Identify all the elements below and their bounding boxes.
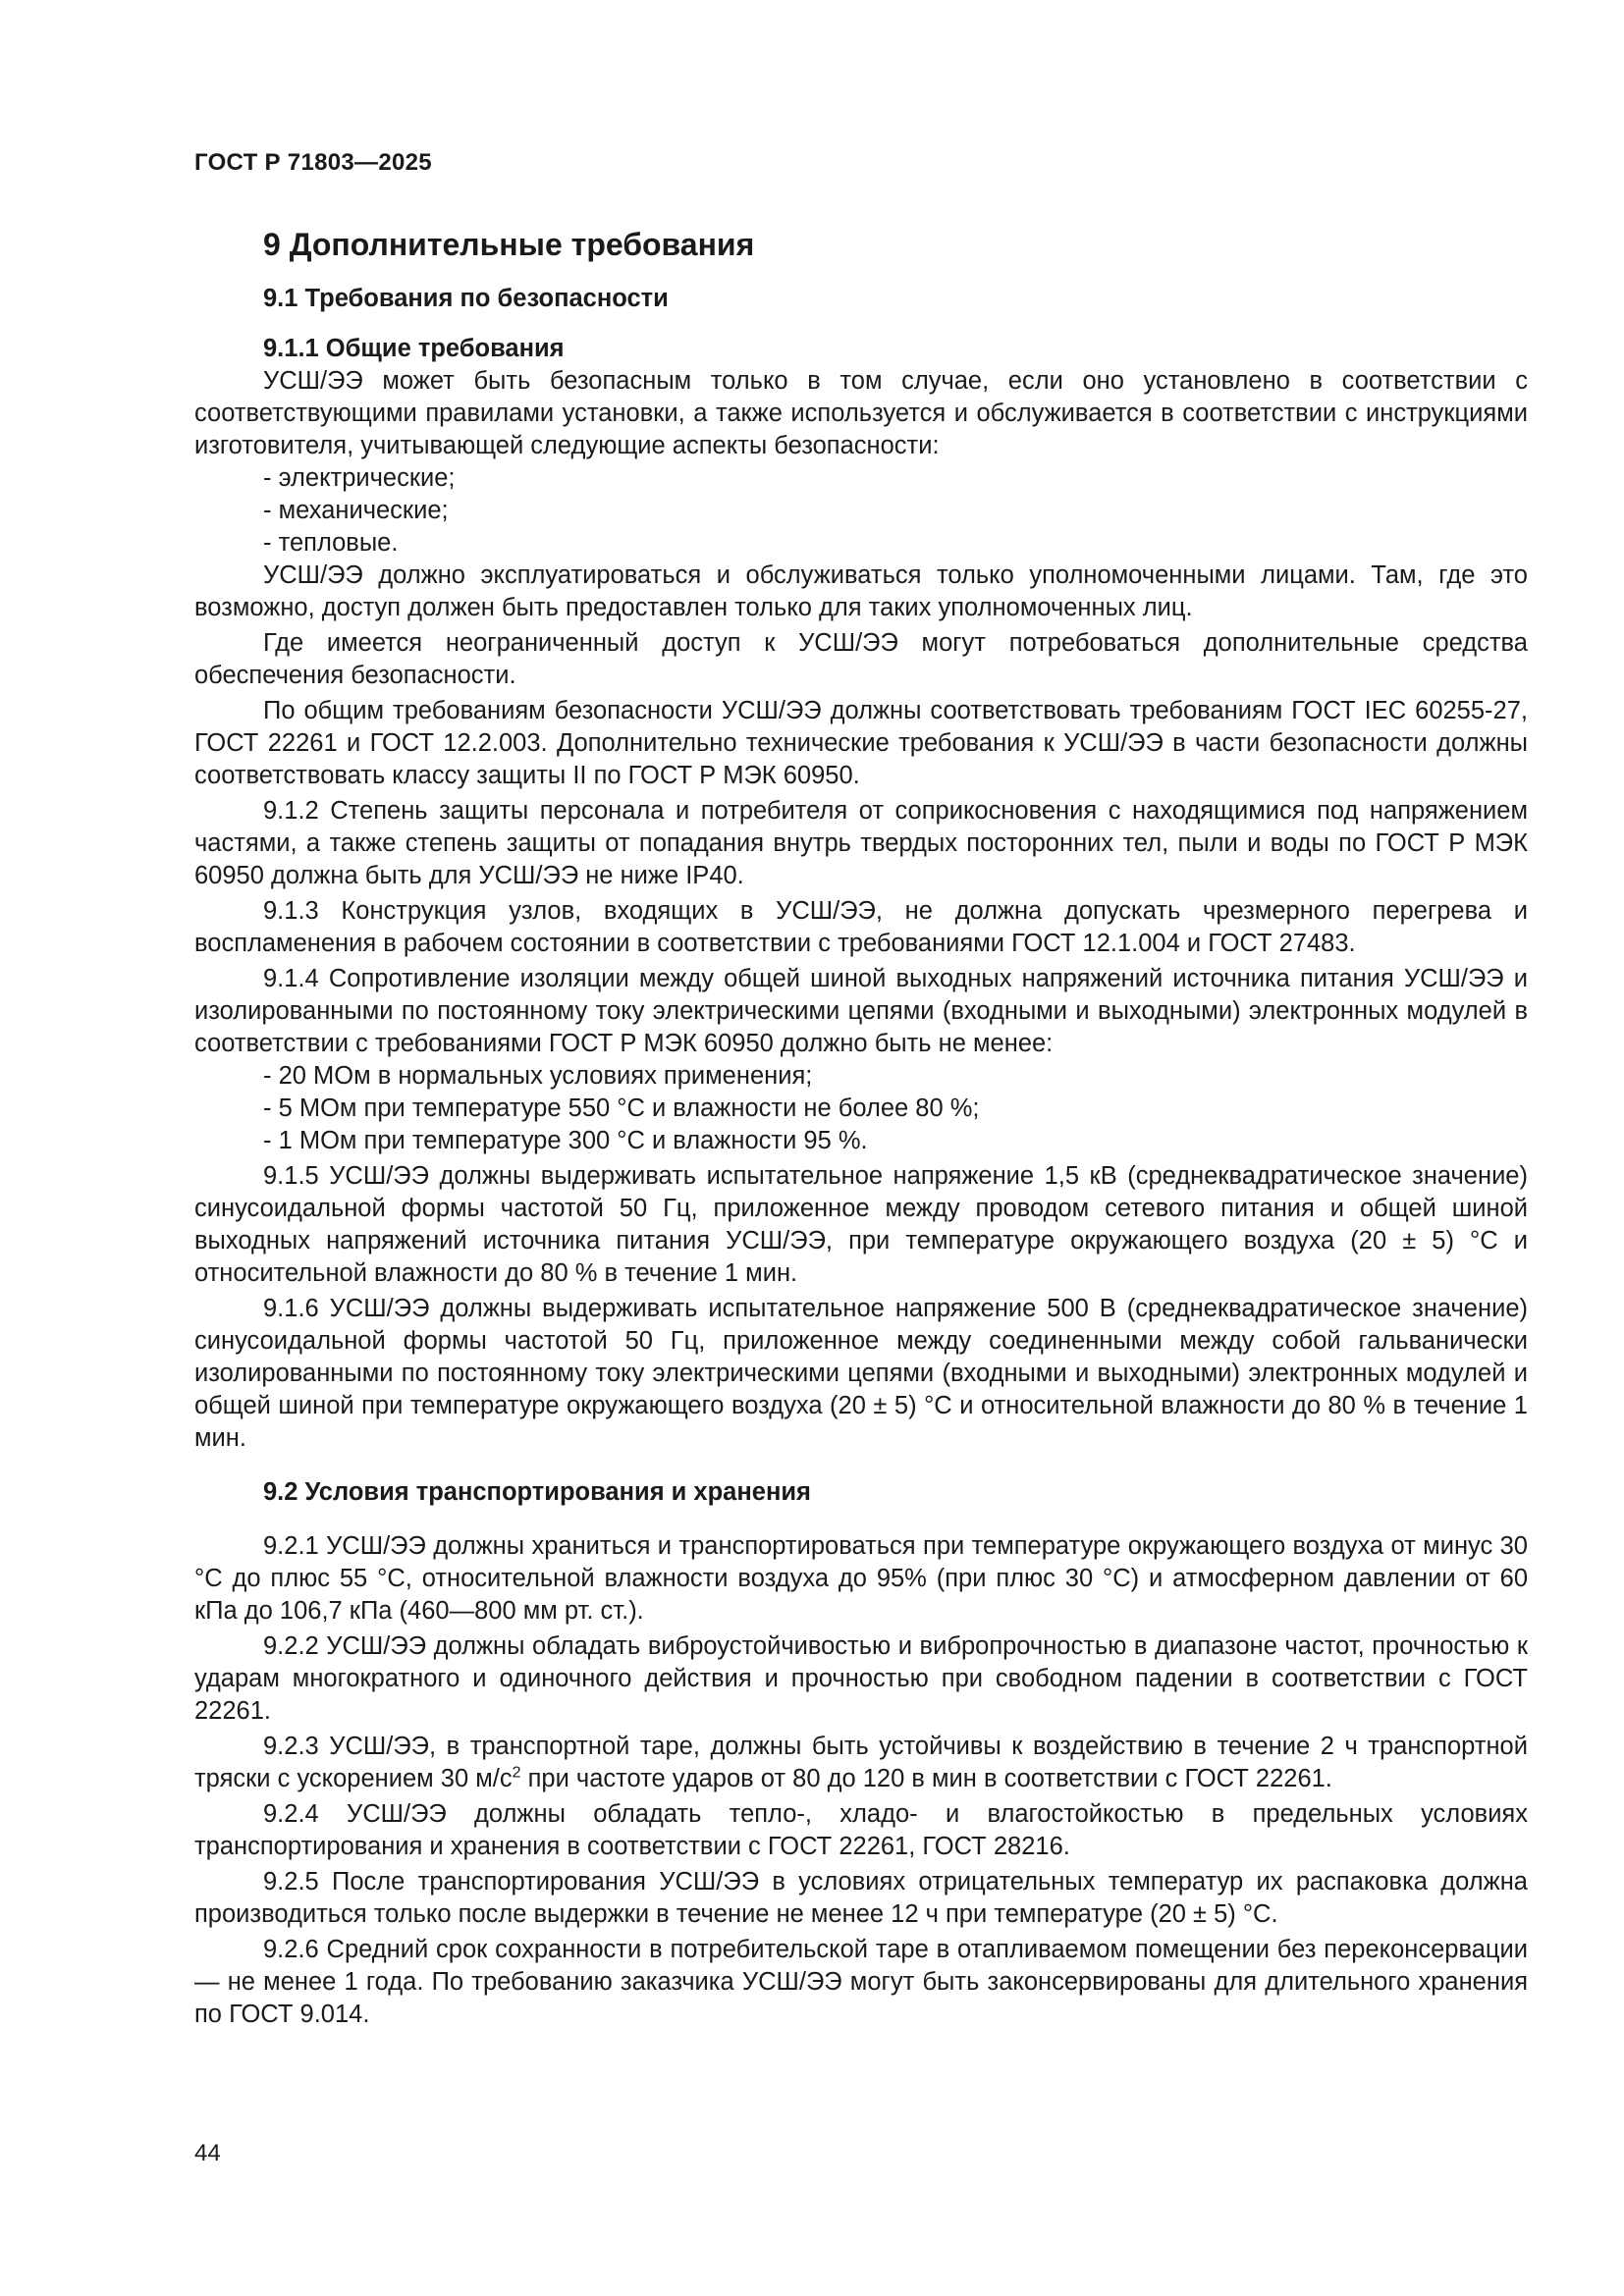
section-title: 9 Дополнительные требования: [263, 227, 755, 262]
list-item: - 1 МОм при температуре 300 °С и влажности 95 %.: [263, 1127, 868, 1154]
document-code: ГОСТ Р 71803—2025: [194, 149, 432, 176]
paragraph-9-1-3: 9.1.3 Конструкция узлов, входящих в УСШ/ЭЭ, не должна допускать чрезмерного перегрева и воспламенения в рабочем состоянии в соответствии с требованиями ГОСТ 12.1.004 и ГОСТ 27483.: [194, 897, 1528, 957]
paragraph-9-2-4: 9.2.4 УСШ/ЭЭ должны обладать тепло-, хладо- и влагостойкостью в предельных условиях транспортирования и хранения в соответствии с ГОСТ 22261, ГОСТ 28216.: [194, 1800, 1528, 1860]
subsection-title-9-2: 9.2 Условия транспортирования и хранения: [263, 1478, 811, 1506]
paragraph: По общим требованиям безопасности УСШ/ЭЭ должны соответствовать требованиям ГОСТ IEC 60255-27, ГОСТ 22261 и ГОСТ 12.2.003. Дополнительно технические требования к УСШ/ЭЭ в части безопасности должны соответствовать классу защиты II по ГОСТ Р МЭК 60950.: [194, 697, 1528, 789]
paragraph-9-1-6: 9.1.6 УСШ/ЭЭ должны выдерживать испытательное напряжение 500 В (среднеквадратическое значение) синусоидальной формы частотой 50 Гц, приложенное между соединенными между собой гальванически изолированными по постоянному току электрическими цепями (входными и выходными) электронных модулей и общей шиной при температуре окружающего воздуха (20 ± 5) °С и относительной влажности до 80 % в течение 1 мин.: [194, 1295, 1528, 1452]
list-item: - 5 МОм при температуре 550 °С и влажности не более 80 %;: [263, 1095, 980, 1122]
paragraph-9-2-6: 9.2.6 Средний срок сохранности в потребительской таре в отапливаемом помещении без переконсервации — не менее 1 года. По требованию заказчика УСШ/ЭЭ могут быть законсервированы для длительного хранения по ГОСТ 9.014.: [194, 1936, 1528, 2028]
paragraph-9-2-3-text: 9.2.3 УСШ/ЭЭ, в транспортной таре, должны быть устойчивы к воздействию в течение 2 ч транспортной тряски с ускорением 30 м/с: [194, 1733, 1528, 1792]
subsection-title-9-1-1: 9.1.1 Общие требования: [263, 335, 565, 362]
list-item: - механические;: [263, 497, 449, 524]
paragraph: Где имеется неограниченный доступ к УСШ/ЭЭ могут потребоваться дополнительные средства обеспечения безопасности.: [194, 629, 1528, 689]
superscript: 2: [512, 1764, 521, 1782]
paragraph-9-2-2: 9.2.2 УСШ/ЭЭ должны обладать виброустойчивостью и вибропрочностью в диапазоне частот, прочностью к ударам многократного и одиночного действия и прочностью при свободном падении в соответствии с ГОСТ 22261.: [194, 1632, 1528, 1725]
list-item: - электрические;: [263, 464, 456, 492]
list-item: - 20 МОм в нормальных условиях применения;: [263, 1062, 813, 1090]
subsection-title-9-1: 9.1 Требования по безопасности: [263, 285, 669, 312]
list-item: - тепловые.: [263, 529, 399, 557]
paragraph-9-2-3-text-end: при частоте ударов от 80 до 120 в мин в соответствии с ГОСТ 22261.: [520, 1765, 1332, 1792]
paragraph: УСШ/ЭЭ должно эксплуатироваться и обслуживаться только уполномоченными лицами. Там, где это возможно, доступ должен быть предоставлен только для таких уполномоченных лиц.: [194, 561, 1528, 621]
paragraph-9-2-3: [194, 1731, 1528, 1795]
paragraph-9-2-1: 9.2.1 УСШ/ЭЭ должны храниться и транспортироваться при температуре окружающего воздуха от минус 30 °С до плюс 55 °С, относительной влажности воздуха до 95% (при плюс 30 °С) и атмосферном давлении от 60 кПа до 106,7 кПа (460—800 мм рт. ст.).: [194, 1532, 1528, 1625]
paragraph: УСШ/ЭЭ может быть безопасным только в том случае, если оно установлено в соответствии с соответствующими правилами установки, а также используется и обслуживается в соответствии с инструкциями изготовителя, учитывающей следующие аспекты безопасности:: [194, 367, 1528, 459]
page-content: [194, 224, 1528, 2031]
paragraph-9-1-4: 9.1.4 Сопротивление изоляции между общей шиной выходных напряжений источника питания УСШ/ЭЭ и изолированными по постоянному току электрическими цепями (входными и выходными) электронных модулей в соответствии с требованиями ГОСТ Р МЭК 60950 должно быть не менее:: [194, 965, 1528, 1057]
paragraph-9-1-5: 9.1.5 УСШ/ЭЭ должны выдерживать испытательное напряжение 1,5 кВ (среднеквадратическое значение) синусоидальной формы частотой 50 Гц, приложенное между проводом сетевого питания и общей шиной выходных напряжений источника питания УСШ/ЭЭ, при температуре окружающего воздуха (20 ± 5) °С и относительной влажности до 80 % в течение 1 мин.: [194, 1162, 1528, 1287]
paragraph-9-2-5: 9.2.5 После транспортирования УСШ/ЭЭ в условиях отрицательных температур их распаковка должна производиться только после выдержки в течение не менее 12 ч при температуре (20 ± 5) °С.: [194, 1868, 1528, 1928]
page-number: 44: [194, 2140, 221, 2166]
paragraph-9-1-2: 9.1.2 Степень защиты персонала и потребителя от соприкосновения с находящимися под напряжением частями, а также степень защиты от попадания внутрь твердых посторонних тел, пыли и воды по ГОСТ Р МЭК 60950 должна быть для УСШ/ЭЭ не ниже IP40.: [194, 797, 1528, 889]
